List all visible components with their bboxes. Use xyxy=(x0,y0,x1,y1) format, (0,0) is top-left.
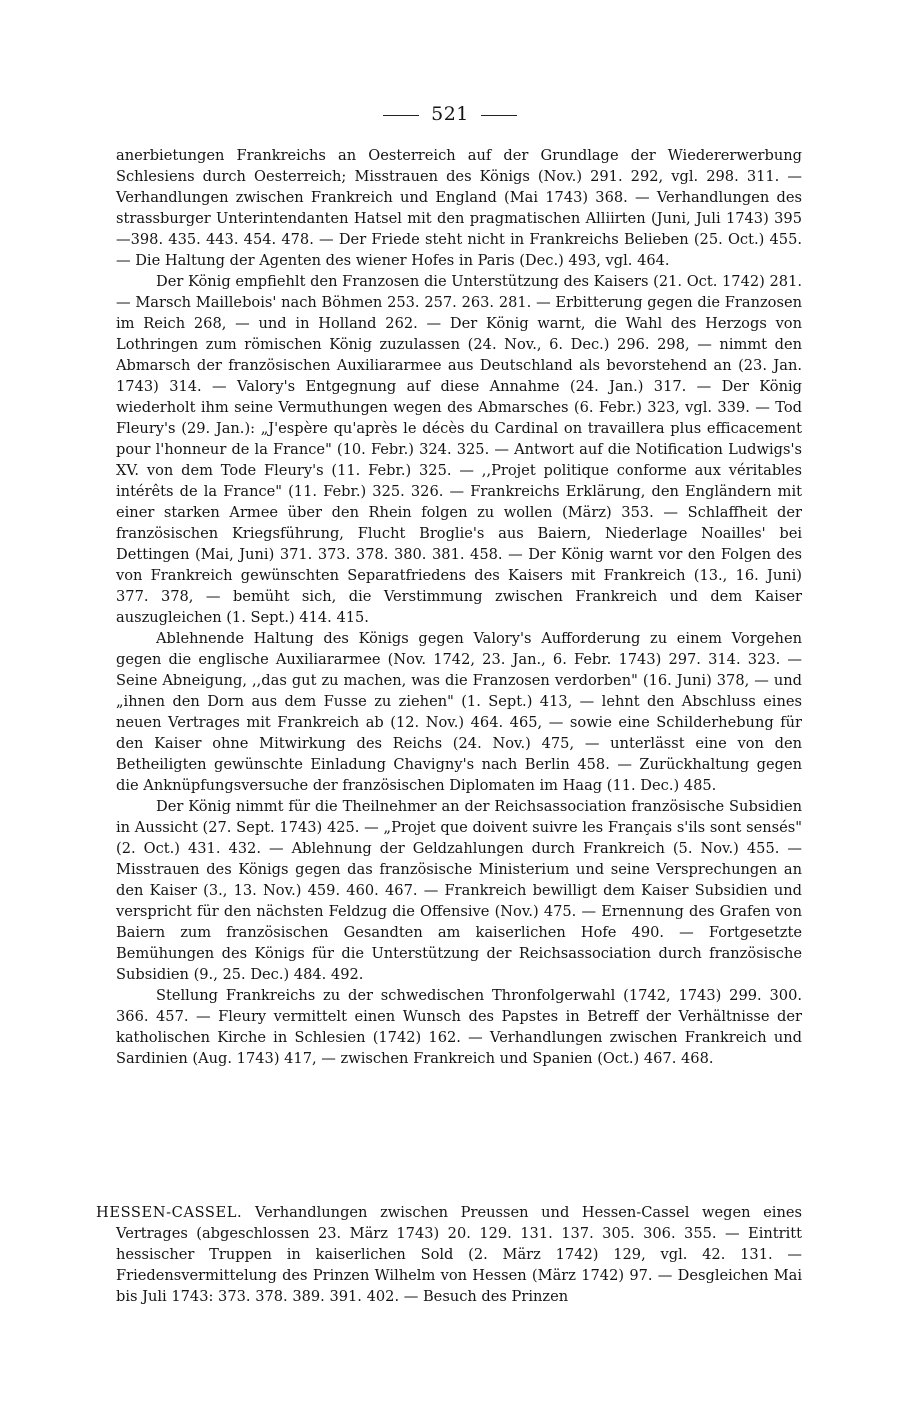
entry-heading: HESSEN-CASSEL. xyxy=(96,1204,243,1221)
paragraph-continuation: anerbietungen Frankreichs an Oesterreich auf der Grundlage der Wiedererwerbung Schlesiens durch Oesterreich; Misstrauen des Königs (Nov.) 291. 292, vgl. 298. 311. — Verhandlungen zwischen Frankreich und England (Mai 1743) 368. — Verhandlungen des strassburger Unterintendanten Hatsel mit den pragmatischen Alliirten (Juni, Juli 1743) 395—398. 435. 443. 454. 478. — Der Friede steht nicht in Frankreichs Belieben (25. Oct.) 455. — Die Haltung der Agenten des wiener Hofes in Paris (Dec.) 493, vgl. 464. xyxy=(116,147,802,269)
paragraph: Der König empfiehlt den Franzosen die Unterstützung des Kaisers (21. Oct. 1742) 281. — Marsch Maillebois' nach Böhmen 253. 257. 263. 281. — Erbitterung gegen die Franzosen im Reich 268, — und in Holland 262. — Der König warnt, die Wahl des Herzogs von Lothringen zum römischen König zuzulassen (24. Nov., 6. Dec.) 296. 298, — nimmt den Abmarsch der französischen Auxiliararmee aus Deutschland als bevorstehend an (23. Jan. 1743) 314. — Valory's Entgegnung auf diese Annahme (24. Jan.) 317. — Der König wiederholt ihm seine Vermuthungen wegen des Abmarsches (6. Febr.) 323, vgl. 339. — Tod Fleury's (29. Jan.): „J'espère qu'après le décès du Cardinal on travaillera plus efficacement pour l'honneur de la France" (10. Febr.) 324. 325. — Antwort auf die Notification Ludwigs's XV. von dem Tode Fleury's (11. Febr.) 325. — ,,Projet politique conforme aux véritables intérêts de la France" (11. Febr.) 325. 326. — Frankreichs Erklärung, den Engländern mit einer starken Armee über den Rhein folgen zu wollen (März) 353. — Schlaffheit der französischen Kriegsführung, Flucht Broglie's aus Baiern, Niederlage Noailles' bei Dettingen (Mai, Juni) 371. 373. 378. 380. 381. 458. — Der König warnt vor den Folgen des von Frankreich gewünschten Separatfriedens des Kaisers mit Frankreich (13., 16. Juni) 377. 378, — bemüht sich, die Verstimmung zwischen Frankreich und dem Kaiser auszugleichen (1. Sept.) 414. 415. xyxy=(116,273,802,626)
header-rule-right xyxy=(481,115,517,116)
entry-text: Verhandlungen zwischen Preussen und Hessen-Cassel wegen eines Vertrages (abgeschlossen 23. März 1743) 20. 129. 131. 137. 305. 306. 355. — Eintritt hessischer Truppen in kaiserlichen Sold (2. März 1742) 129, vgl. 42. 131. — Friedensvermittelung des Prinzen Wilhelm von Hessen (März 1742) 97. — Desgleichen Mai bis Juli 1743: 373. 378. 389. 391. 402. — Besuch des Prinzen xyxy=(116,1204,802,1305)
paragraph: Der König nimmt für die Theilnehmer an der Reichsassociation französische Subsidien in Aussicht (27. Sept. 1743) 425. — „Projet que doivent suivre les Français s'ils sont sensés" (2. Oct.) 431. 432. — Ablehnung der Geldzahlungen durch Frankreich (5. Nov.) 455. — Misstrauen des Königs gegen das französische Ministerium und seine Versprechungen an den Kaiser (3., 13. Nov.) 459. 460. 467. — Frankreich bewilligt dem Kaiser Subsidien und verspricht für den nächsten Feldzug die Offensive (Nov.) 475. — Ernennung des Grafen von Baiern zum französischen Gesandten am kaiserlichen Hofe 490. — Fortgesetzte Bemühungen des Königs für die Unterstützung der Reichsassociation durch französische Subsidien (9., 25. Dec.) 484. 492. xyxy=(116,798,802,983)
index-entry-hessen-cassel xyxy=(96,1202,802,1307)
paragraph: Ablehnende Haltung des Königs gegen Valory's Aufforderung zu einem Vorgehen gegen die englische Auxiliararmee (Nov. 1742, 23. Jan., 6. Febr. 1743) 297. 314. 323. — Seine Abneigung, ,,das gut zu machen, was die Franzosen verdorben" (16. Juni) 378, — und „ihnen den Dorn aus dem Fusse zu ziehen" (1. Sept.) 413, — lehnt den Abschluss eines neuen Vertrages mit Frankreich ab (12. Nov.) 464. 465, — sowie eine Schilderhebung für den Kaiser ohne Mitwirkung des Reichs (24. Nov.) 475, — unterlässt eine von den Betheiligten gewünschte Einladung Chavigny's nach Berlin 458. — Zurückhaltung gegen die Anknüpfungsversuche der französischen Diplomaten im Haag (11. Dec.) 485. xyxy=(116,630,802,794)
page-header xyxy=(0,100,900,128)
index-text-body xyxy=(116,145,802,1069)
header-rule-left xyxy=(383,115,419,116)
page-number: 521 xyxy=(431,103,469,125)
paragraph: Stellung Frankreichs zu der schwedischen Thronfolgerwahl (1742, 1743) 299. 300. 366. 457. — Fleury vermittelt einen Wunsch des Papstes in Betreff der Verhältnisse der katholischen Kirche in Schlesien (1742) 162. — Verhandlungen zwischen Frankreich und Sardinien (Aug. 1743) 417, — zwischen Frankreich und Spanien (Oct.) 467. 468. xyxy=(116,987,802,1067)
entry-paragraph xyxy=(96,1202,802,1307)
